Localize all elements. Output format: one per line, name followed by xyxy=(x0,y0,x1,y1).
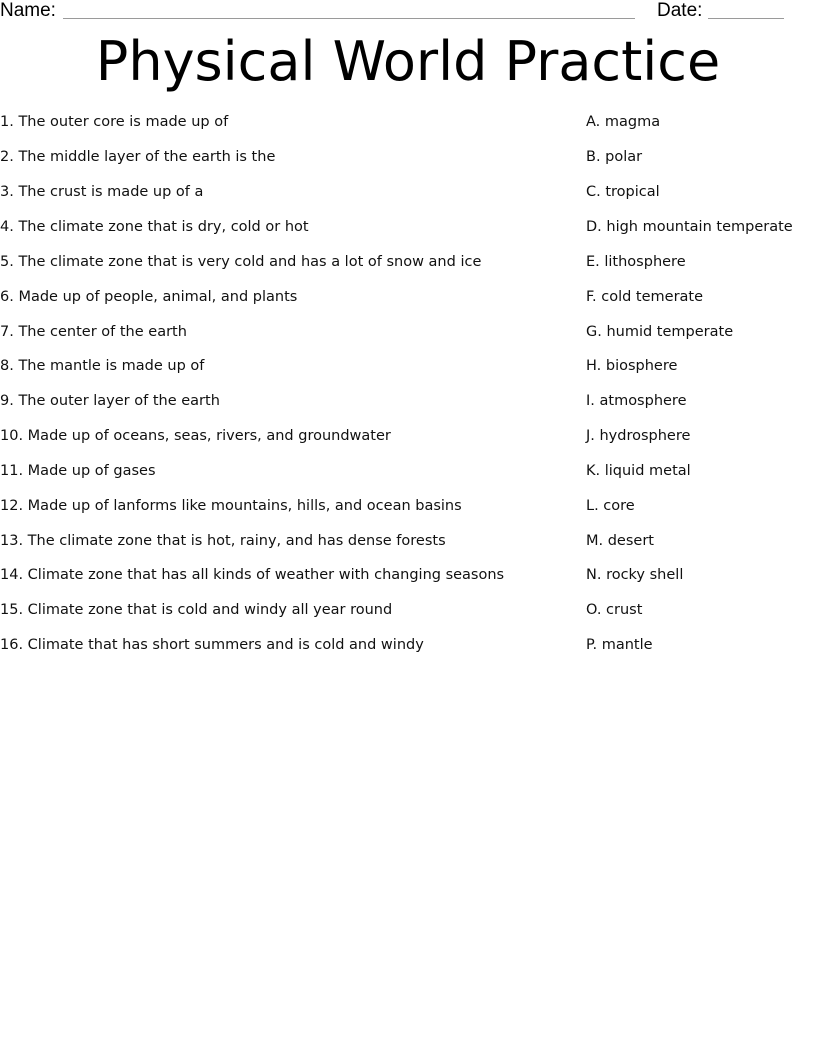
question-item: 6. Made up of people, animal, and plants xyxy=(0,289,298,305)
answer-item: H. biosphere xyxy=(586,358,678,374)
question-item: 4. The climate zone that is dry, cold or hot xyxy=(0,219,309,235)
answer-item: B. polar xyxy=(586,149,643,165)
answer-item: O. crust xyxy=(586,602,643,618)
question-item: 5. The climate zone that is very cold and has a lot of snow and ice xyxy=(0,254,482,270)
question-item: 11. Made up of gases xyxy=(0,463,156,479)
question-item: 2. The middle layer of the earth is the xyxy=(0,149,276,165)
answer-item: A. magma xyxy=(586,114,661,130)
answer-item: D. high mountain temperate xyxy=(586,219,793,235)
answer-item: C. tropical xyxy=(586,184,660,200)
question-item: 10. Made up of oceans, seas, rivers, and groundwater xyxy=(0,428,391,444)
question-item: 15. Climate zone that is cold and windy all year round xyxy=(0,602,393,618)
question-item: 1. The outer core is made up of xyxy=(0,114,229,130)
name-field-line[interactable] xyxy=(63,18,635,19)
worksheet-title: Physical World Practice xyxy=(95,30,721,93)
question-item: 16. Climate that has short summers and is cold and windy xyxy=(0,637,424,653)
question-item: 9. The outer layer of the earth xyxy=(0,393,220,409)
question-item: 8. The mantle is made up of xyxy=(0,358,205,374)
answer-item: M. desert xyxy=(586,533,654,549)
question-item: 3. The crust is made up of a xyxy=(0,184,204,200)
answer-item: N. rocky shell xyxy=(586,567,684,583)
answer-item: K. liquid metal xyxy=(586,463,691,479)
answer-item: P. mantle xyxy=(586,637,653,653)
name-label: Name: xyxy=(0,0,56,21)
answer-item: E. lithosphere xyxy=(586,254,686,270)
answer-item: G. humid temperate xyxy=(586,324,734,340)
answer-item: F. cold temerate xyxy=(586,289,704,305)
date-field-line[interactable] xyxy=(708,18,784,19)
answer-item: J. hydrosphere xyxy=(586,428,691,444)
question-item: 14. Climate zone that has all kinds of weather with changing seasons xyxy=(0,567,505,583)
answer-item: I. atmosphere xyxy=(586,393,687,409)
answer-item: L. core xyxy=(586,498,635,514)
question-item: 7. The center of the earth xyxy=(0,324,187,340)
date-label: Date: xyxy=(657,0,703,21)
question-item: 13. The climate zone that is hot, rainy, and has dense forests xyxy=(0,533,446,549)
question-item: 12. Made up of lanforms like mountains, hills, and ocean basins xyxy=(0,498,462,514)
